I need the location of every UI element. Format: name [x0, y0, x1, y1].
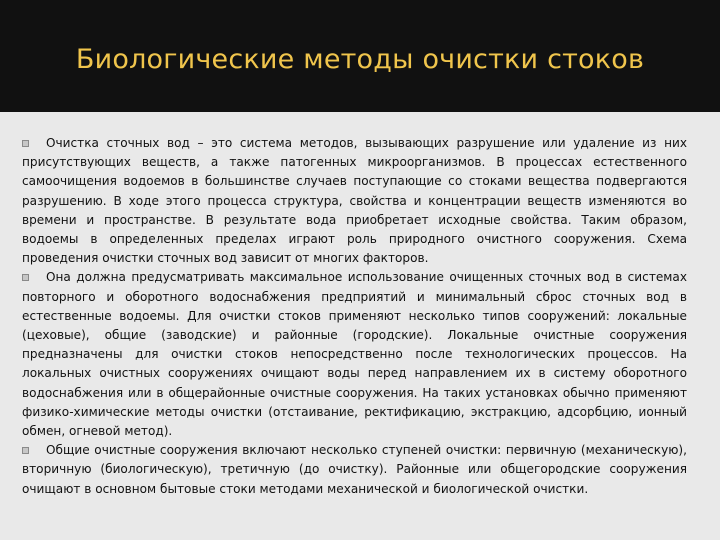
paragraph-3 [22, 441, 687, 499]
paragraph-2-text: Она должна предусматривать максимальное использование очищенных сточных вод в системах повторного и оборотного водоснабжения предприятий и минимальный сброс сточных вод в естественные водоемы. Для очистки стоков применяют несколько типов сооружений: локальные (цеховые), общие (заводские) и районные (городские). Локальные очистные сооружения предназначены для очистки стоков непосредственно после технологических процессов. На локальных очистных сооружениях очищают воды перед направлением их в систему оборотного водоснабжения или в общерайонные очистные сооружения. На таких установках обычно применяют физико-химические методы очистки (отстаивание, ректификацию, экстракцию, адсорбцию, ионный обмен, огневой метод). [22, 270, 687, 439]
square-bullet-icon [22, 274, 29, 281]
paragraph-1-text: Очистка сточных вод – это система методов, вызывающих разрушение или удаление из них присутствующих веществ, а также патогенных микроорганизмов. В процессах естественного самоочищения водоемов в большинстве случаев поступающие со стоками вещества подвергаются разрушению. В ходе этого процесса структура, свойства и концентрации веществ изменяются во времени и пространстве. В результате вода приобретает исходные свойства. Таким образом, водоемы в определенных пределах играют роль природного очистного сооружения. Схема проведения очистки сточных вод зависит от многих факторов. [22, 136, 687, 266]
slide-title: Биологические методы очистки стоков [75, 44, 645, 75]
square-bullet-icon [22, 140, 29, 147]
square-bullet-icon [22, 447, 29, 454]
paragraph-3-text: Общие очистные сооружения включают несколько ступеней очистки: первичную (механическую), вторичную (биологическую), третичную (до очистку). Районные или общегородские сооружения очищают в основном бытовые стоки методами механической и биологической очистки. [22, 443, 687, 496]
content-area [0, 112, 720, 540]
title-band [0, 0, 720, 112]
text-body [22, 134, 687, 499]
paragraph-1 [22, 134, 687, 268]
paragraph-2 [22, 268, 687, 441]
